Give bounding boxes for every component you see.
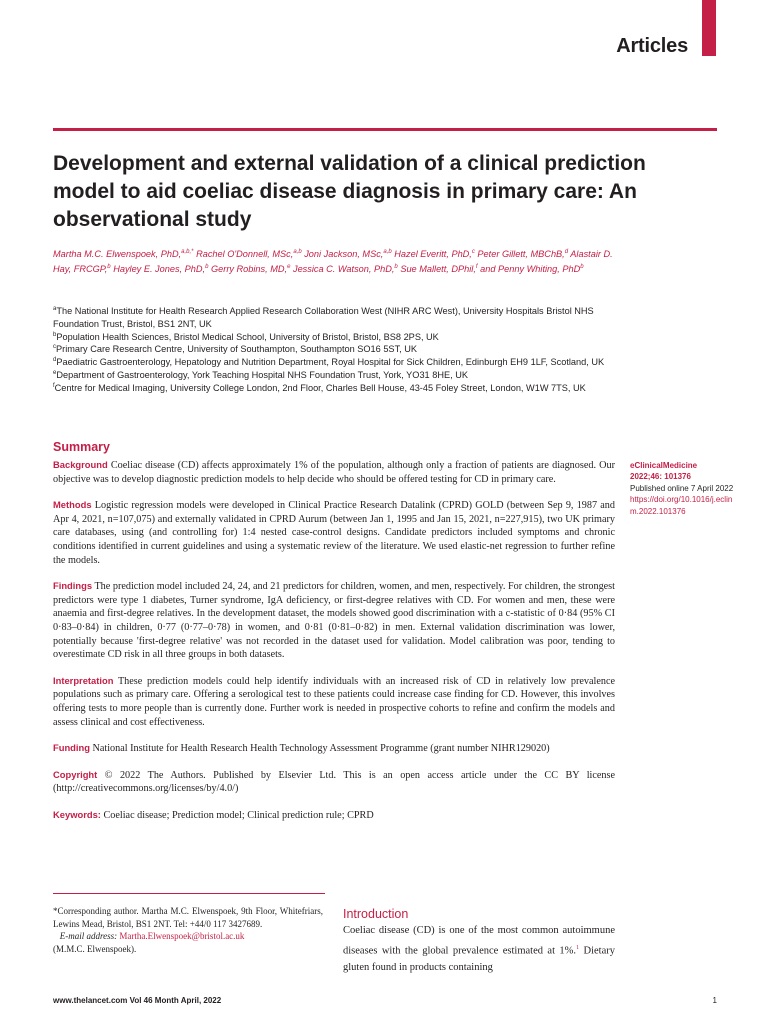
introduction-sentence: Coeliac disease (CD) is one of the most common autoimmune diseases with the global prevalence estimated at 1%. <box>343 925 615 956</box>
affiliation-text: Paediatric Gastroenterology, Hepatology and Nutrition Department, Royal Hospital for Sick Children, Edinburgh EH9 1LF, Scotland, UK <box>56 357 605 368</box>
interpretation-label: Interpretation <box>53 674 114 686</box>
author-name: Sue Mallett, DPhil, <box>397 263 476 274</box>
doi-link[interactable]: https://doi.org/10.1016/j.eclinm.2022.101376 <box>630 495 733 516</box>
footer-journal-info: www.thelancet.com Vol 46 Month April, 2022 <box>53 996 222 1005</box>
corresponding-author-text: *Corresponding author. Martha M.C. Elwenspoek, 9th Floor, Whitefriars, Lewins Mead, Bristol, BS1 2NT. Tel: +44/0 117 3427689. <box>53 906 323 929</box>
author-affiliation-marker[interactable]: c <box>471 248 475 255</box>
email-label: E-mail address: <box>59 931 118 941</box>
journal-name: eClinicalMedicine <box>630 461 698 470</box>
article-title: Development and external validation of a clinical prediction model to aid coeliac disease diagnosis in primary care: An observational study <box>53 152 646 231</box>
author-name: Hayley E. Jones, PhD, <box>110 263 206 274</box>
affiliation-text: Department of Gastroenterology, York Teaching Hospital NHS Foundation Trust, York, YO31 8HE, UK <box>56 369 468 380</box>
affiliation-item <box>53 331 618 344</box>
author-name: Joni Jackson, MSc, <box>301 249 384 259</box>
copyright-text: © 2022 The Authors. Published by Elsevier Ltd. This is an open access article under the CC BY license (http://creativecommons.org/licenses/by/4.0/) <box>53 769 616 795</box>
author-affiliation-marker[interactable]: b <box>205 263 209 270</box>
keywords-label: Keywords: <box>53 808 101 820</box>
journal-volume: 2022;46: 101376 <box>630 472 691 482</box>
author-list <box>53 247 613 276</box>
findings-text: The prediction model included 24, 24, and 21 predictors for children, women, and men, respectively. For children, the strongest predictors were type 1 diabetes, Turner syndrome, IgA deficiency, or first-degree relatives with CD. For women and men, these were anaemia and first-degree relatives. In the development dataset, the models showed good discrimination with a c-statistic of 0·84 (95% CI 0·83–0·84) in children, 0·77 (0·77–0·78) in women, and 0·81 (0·81–0·82) in men. External validation discrimination was lower, potentially because 'first-degree relative' was not recorded in the dataset used for validation. Model calibration was poor, tending to overestimate CD risk in all three groups in both datasets. <box>53 581 615 661</box>
affiliation-marker: a <box>53 305 57 312</box>
summary-heading: Summary <box>53 440 110 454</box>
interpretation-text: These prediction models could help identify individuals with an increased risk of CD in relatively low prevalence populations such as primary care. Offering a serological test to these patients could increase case finding for CD. However, this involves offering tests to more people than is currently done. Further work is needed in prospective cohorts to refine and confirm the models and assess clinical and cost effectiveness. <box>53 675 615 728</box>
methods-text: Logistic regression models were developed in Clinical Practice Research Datalink (CPRD) GOLD (between Sep 9, 1987 and Apr 4, 2021, n=107,075) and externally validated in CPRD Aurum (between Jan 1, 1995 and Jan 15, 2021, n=227,915), two UK primary care databases, using (and controlling for) 1:4 nested case-control designs. Candidate predictors included symptoms and chronic conditions identified in current guidelines and using a systematic review of the literature. We used elastic-net regression to further refine the models. <box>53 500 615 566</box>
author-name: Martha M.C. Elwenspoek, PhD, <box>53 249 182 259</box>
author-name: Peter Gillett, MBChB, <box>474 249 565 259</box>
header-color-tab <box>702 0 716 56</box>
interpretation-paragraph <box>53 674 615 729</box>
author-affiliation-marker[interactable]: b <box>580 263 584 270</box>
corresponding-footnote <box>53 905 323 955</box>
affiliation-item <box>53 382 618 395</box>
background-label: Background <box>53 459 108 470</box>
affiliation-marker: e <box>53 369 57 376</box>
affiliation-text: Centre for Medical Imaging, University College London, 2nd Floor, Charles Bell House, 43-45 Foley Street, London, W1W 7TS, UK <box>54 382 586 393</box>
affiliation-marker: d <box>53 357 57 364</box>
author-affiliation-marker[interactable]: f <box>475 263 478 270</box>
background-text: Coeliac disease (CD) affects approximately 1% of the population, although only a fraction of patients are diagnosed. Our objective was to develop diagnostic prediction models to help decide who should be offered testing for CD in primary care. <box>53 460 616 485</box>
affiliation-marker: b <box>53 331 57 338</box>
affiliations <box>53 305 618 395</box>
affiliation-text: Population Health Sciences, Bristol Medical School, University of Bristol, Bristol, BS8 2PS, UK <box>56 331 439 342</box>
findings-label: Findings <box>53 580 93 592</box>
affiliation-text: Primary Care Research Centre, University of Southampton, Southampton SO16 5ST, UK <box>56 344 418 355</box>
author-name: Jessica C. Watson, PhD, <box>290 263 395 274</box>
author-name: Alastair D. Hay, FRCGP, <box>53 249 613 274</box>
author-affiliation-marker[interactable]: a,b,* <box>181 248 194 255</box>
author-name: Hazel Everitt, PhD, <box>391 249 472 259</box>
methods-paragraph <box>53 498 615 567</box>
summary-body <box>53 458 615 834</box>
introduction-heading: Introduction <box>343 907 409 921</box>
author-affiliation-marker[interactable]: a,b <box>383 248 392 255</box>
funding-paragraph <box>53 741 615 756</box>
methods-label: Methods <box>53 499 92 511</box>
author-name: Rachel O'Donnell, MSc, <box>193 249 294 259</box>
affiliation-item <box>53 356 618 369</box>
author-initials: (M.M.C. Elwenspoek). <box>53 943 137 954</box>
copyright-label: Copyright <box>53 768 98 780</box>
author-name: Gerry Robins, MD, <box>208 263 288 274</box>
affiliation-item <box>53 369 618 382</box>
author-affiliation-marker[interactable]: b <box>394 263 398 270</box>
affiliation-marker: c <box>53 344 56 351</box>
publication-date: Published online 7 April 2022 <box>630 483 734 493</box>
keywords-paragraph <box>53 808 615 823</box>
affiliation-item <box>53 343 618 356</box>
introduction-sentence-continued: Dietary gluten found in products containing <box>343 945 615 973</box>
page-number: 1 <box>712 996 717 1005</box>
introduction-text <box>343 923 615 976</box>
keywords-text: Coeliac disease; Prediction model; Clinical prediction rule; CPRD <box>103 809 374 821</box>
section-label: Articles <box>616 35 688 57</box>
reference-marker[interactable]: 1 <box>576 944 580 951</box>
author-affiliation-marker[interactable]: d <box>564 248 569 255</box>
findings-paragraph <box>53 579 615 662</box>
affiliation-item <box>53 305 618 331</box>
author-affiliation-marker[interactable]: a,b <box>293 248 302 255</box>
header-rule <box>53 128 717 131</box>
copyright-paragraph <box>53 768 615 796</box>
author-affiliation-marker[interactable]: b <box>107 263 111 270</box>
article-info-sidebar <box>630 460 740 517</box>
funding-text: National Institute for Health Research Health Technology Assessment Programme (grant number NIHR129020) <box>92 743 550 755</box>
affiliation-marker: f <box>53 382 55 389</box>
footnote-divider <box>53 893 325 894</box>
funding-label: Funding <box>53 742 90 754</box>
affiliation-text: The National Institute for Health Research Applied Research Collaboration West (NIHR ARC West), University Hospitals Bristol NHS Foundation Trust, Bristol, BS1 2NT, UK <box>53 306 594 329</box>
author-affiliation-marker[interactable]: e <box>287 263 291 270</box>
background-paragraph <box>53 458 615 486</box>
author-name: and Penny Whiting, PhD <box>477 263 581 274</box>
email-link[interactable]: Martha.Elwenspoek@bristol.ac.uk <box>119 931 245 941</box>
